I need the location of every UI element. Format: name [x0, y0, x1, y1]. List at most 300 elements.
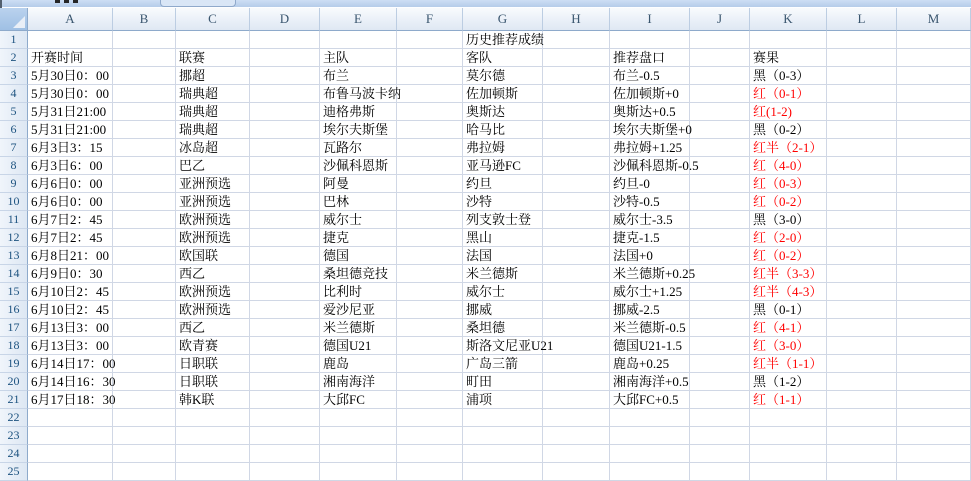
cell-J19[interactable]: [690, 355, 750, 373]
cell-G13[interactable]: 法国: [463, 247, 543, 265]
cell-L15[interactable]: [827, 283, 897, 301]
cell-F23[interactable]: [397, 427, 463, 445]
cell-K25[interactable]: [750, 463, 827, 481]
cell-F25[interactable]: [397, 463, 463, 481]
row-header-12[interactable]: 12: [0, 229, 28, 247]
row-header-8[interactable]: 8: [0, 157, 28, 175]
column-header-J[interactable]: J: [690, 8, 750, 31]
cell-K13[interactable]: 红（0-2）: [750, 247, 827, 265]
cell-D9[interactable]: [250, 175, 320, 193]
cell-D20[interactable]: [250, 373, 320, 391]
cell-D16[interactable]: [250, 301, 320, 319]
cell-C5[interactable]: 瑞典超: [176, 103, 250, 121]
cell-H23[interactable]: [543, 427, 610, 445]
cell-L10[interactable]: [827, 193, 897, 211]
cell-F8[interactable]: [397, 157, 463, 175]
cell-L23[interactable]: [827, 427, 897, 445]
cell-C21[interactable]: 韩K联: [176, 391, 250, 409]
cell-M3[interactable]: [897, 67, 971, 85]
cell-L11[interactable]: [827, 211, 897, 229]
cell-E14[interactable]: 桑坦德竞技: [320, 265, 397, 283]
cell-A25[interactable]: [28, 463, 113, 481]
cell-M17[interactable]: [897, 319, 971, 337]
cell-I3[interactable]: 布兰-0.5: [610, 67, 690, 85]
cell-G16[interactable]: 挪威: [463, 301, 543, 319]
cell-H15[interactable]: [543, 283, 610, 301]
cell-L4[interactable]: [827, 85, 897, 103]
row-header-23[interactable]: 23: [0, 427, 28, 445]
cell-G7[interactable]: 弗拉姆: [463, 139, 543, 157]
cell-H4[interactable]: [543, 85, 610, 103]
cell-F15[interactable]: [397, 283, 463, 301]
cell-F16[interactable]: [397, 301, 463, 319]
cell-I7[interactable]: 弗拉姆+1.25: [610, 139, 690, 157]
column-header-M[interactable]: M: [897, 8, 971, 31]
cell-I5[interactable]: 奥斯达+0.5: [610, 103, 690, 121]
cell-I18[interactable]: 德国U21-1.5: [610, 337, 690, 355]
cell-E17[interactable]: 米兰德斯: [320, 319, 397, 337]
cell-C24[interactable]: [176, 445, 250, 463]
cell-G18[interactable]: 斯洛文尼亚U21: [463, 337, 543, 355]
cell-K9[interactable]: 红（0-3）: [750, 175, 827, 193]
cell-D6[interactable]: [250, 121, 320, 139]
column-header-E[interactable]: E: [320, 8, 397, 31]
cell-K5[interactable]: 红(1-2): [750, 103, 827, 121]
cell-B17[interactable]: [113, 319, 176, 337]
cell-G23[interactable]: [463, 427, 543, 445]
cell-H10[interactable]: [543, 193, 610, 211]
cell-H9[interactable]: [543, 175, 610, 193]
cell-L20[interactable]: [827, 373, 897, 391]
cell-D1[interactable]: [250, 31, 320, 49]
cell-E4[interactable]: 布鲁马波卡纳: [320, 85, 397, 103]
cell-G21[interactable]: 浦项: [463, 391, 543, 409]
cell-A24[interactable]: [28, 445, 113, 463]
cell-E25[interactable]: [320, 463, 397, 481]
cell-C25[interactable]: [176, 463, 250, 481]
cell-G17[interactable]: 桑坦德: [463, 319, 543, 337]
cell-E10[interactable]: 巴林: [320, 193, 397, 211]
cell-A1[interactable]: [28, 31, 113, 49]
cell-F2[interactable]: [397, 49, 463, 67]
cell-M8[interactable]: [897, 157, 971, 175]
cell-B2[interactable]: [113, 49, 176, 67]
cell-M12[interactable]: [897, 229, 971, 247]
cell-F13[interactable]: [397, 247, 463, 265]
cell-C9[interactable]: 亚洲预选: [176, 175, 250, 193]
cell-I19[interactable]: 鹿岛+0.25: [610, 355, 690, 373]
cell-F12[interactable]: [397, 229, 463, 247]
cell-D13[interactable]: [250, 247, 320, 265]
cell-E19[interactable]: 鹿岛: [320, 355, 397, 373]
column-header-K[interactable]: K: [750, 8, 827, 31]
cell-H2[interactable]: [543, 49, 610, 67]
cell-E23[interactable]: [320, 427, 397, 445]
cell-D12[interactable]: [250, 229, 320, 247]
cell-K23[interactable]: [750, 427, 827, 445]
cell-D17[interactable]: [250, 319, 320, 337]
column-header-D[interactable]: D: [250, 8, 320, 31]
row-header-5[interactable]: 5: [0, 103, 28, 121]
cell-K6[interactable]: 黑（0-2）: [750, 121, 827, 139]
cell-C3[interactable]: 挪超: [176, 67, 250, 85]
cell-K14[interactable]: 红半（3-3）: [750, 265, 827, 283]
cell-J12[interactable]: [690, 229, 750, 247]
cell-E5[interactable]: 迪格弗斯: [320, 103, 397, 121]
cell-B5[interactable]: [113, 103, 176, 121]
cell-K21[interactable]: 红（1-1）: [750, 391, 827, 409]
cell-F6[interactable]: [397, 121, 463, 139]
cell-A18[interactable]: 6月13日3：00: [28, 337, 113, 355]
cell-G6[interactable]: 哈马比: [463, 121, 543, 139]
cell-H5[interactable]: [543, 103, 610, 121]
cell-F17[interactable]: [397, 319, 463, 337]
cell-G10[interactable]: 沙特: [463, 193, 543, 211]
cell-C8[interactable]: 巴乙: [176, 157, 250, 175]
cell-A11[interactable]: 6月7日2：45: [28, 211, 113, 229]
row-header-14[interactable]: 14: [0, 265, 28, 283]
cell-D10[interactable]: [250, 193, 320, 211]
cell-I15[interactable]: 威尔士+1.25: [610, 283, 690, 301]
cell-H14[interactable]: [543, 265, 610, 283]
cell-J22[interactable]: [690, 409, 750, 427]
row-header-16[interactable]: 16: [0, 301, 28, 319]
cell-J15[interactable]: [690, 283, 750, 301]
cell-D25[interactable]: [250, 463, 320, 481]
cell-C17[interactable]: 西乙: [176, 319, 250, 337]
cell-A15[interactable]: 6月10日2：45: [28, 283, 113, 301]
cell-C2[interactable]: 联赛: [176, 49, 250, 67]
cell-L1[interactable]: [827, 31, 897, 49]
row-header-2[interactable]: 2: [0, 49, 28, 67]
cell-E1[interactable]: [320, 31, 397, 49]
cell-K7[interactable]: 红半（2-1）: [750, 139, 827, 157]
cell-F1[interactable]: [397, 31, 463, 49]
cell-J18[interactable]: [690, 337, 750, 355]
cell-L12[interactable]: [827, 229, 897, 247]
cell-K3[interactable]: 黑（0-3）: [750, 67, 827, 85]
cell-G14[interactable]: 米兰德斯: [463, 265, 543, 283]
cell-J8[interactable]: [690, 157, 750, 175]
cell-C23[interactable]: [176, 427, 250, 445]
cell-H12[interactable]: [543, 229, 610, 247]
cell-F3[interactable]: [397, 67, 463, 85]
cell-C15[interactable]: 欧洲预选: [176, 283, 250, 301]
cell-F5[interactable]: [397, 103, 463, 121]
cell-C12[interactable]: 欧洲预选: [176, 229, 250, 247]
cell-A19[interactable]: 6月14日17：00: [28, 355, 113, 373]
cell-A20[interactable]: 6月14日16：30: [28, 373, 113, 391]
row-header-22[interactable]: 22: [0, 409, 28, 427]
cell-D18[interactable]: [250, 337, 320, 355]
cell-J10[interactable]: [690, 193, 750, 211]
cell-B10[interactable]: [113, 193, 176, 211]
cell-C10[interactable]: 亚洲预选: [176, 193, 250, 211]
row-header-18[interactable]: 18: [0, 337, 28, 355]
cell-C22[interactable]: [176, 409, 250, 427]
cell-M18[interactable]: [897, 337, 971, 355]
cell-M6[interactable]: [897, 121, 971, 139]
cell-M14[interactable]: [897, 265, 971, 283]
cell-H22[interactable]: [543, 409, 610, 427]
cell-C1[interactable]: [176, 31, 250, 49]
row-header-9[interactable]: 9: [0, 175, 28, 193]
cell-K10[interactable]: 红（0-2）: [750, 193, 827, 211]
cell-I10[interactable]: 沙特-0.5: [610, 193, 690, 211]
cell-M2[interactable]: [897, 49, 971, 67]
row-header-25[interactable]: 25: [0, 463, 28, 481]
cell-J20[interactable]: [690, 373, 750, 391]
cell-A14[interactable]: 6月9日0：30: [28, 265, 113, 283]
cell-I13[interactable]: 法国+0: [610, 247, 690, 265]
cell-L8[interactable]: [827, 157, 897, 175]
cell-A16[interactable]: 6月10日2：45: [28, 301, 113, 319]
cell-I9[interactable]: 约旦-0: [610, 175, 690, 193]
row-header-17[interactable]: 17: [0, 319, 28, 337]
cell-K12[interactable]: 红（2-0）: [750, 229, 827, 247]
cell-M20[interactable]: [897, 373, 971, 391]
cell-B7[interactable]: [113, 139, 176, 157]
cell-G4[interactable]: 佐加顿斯: [463, 85, 543, 103]
cell-L21[interactable]: [827, 391, 897, 409]
cell-I6[interactable]: 埃尔夫斯堡+0: [610, 121, 690, 139]
cell-H25[interactable]: [543, 463, 610, 481]
cell-H21[interactable]: [543, 391, 610, 409]
cell-I1[interactable]: [610, 31, 690, 49]
cell-M16[interactable]: [897, 301, 971, 319]
cell-F20[interactable]: [397, 373, 463, 391]
row-header-11[interactable]: 11: [0, 211, 28, 229]
cell-M25[interactable]: [897, 463, 971, 481]
cell-A13[interactable]: 6月8日21：00: [28, 247, 113, 265]
cell-B22[interactable]: [113, 409, 176, 427]
cell-B11[interactable]: [113, 211, 176, 229]
cell-A2[interactable]: 开赛时间: [28, 49, 113, 67]
cell-C11[interactable]: 欧洲预选: [176, 211, 250, 229]
cell-D3[interactable]: [250, 67, 320, 85]
cell-B16[interactable]: [113, 301, 176, 319]
cell-M24[interactable]: [897, 445, 971, 463]
cell-D15[interactable]: [250, 283, 320, 301]
cell-J21[interactable]: [690, 391, 750, 409]
cell-B18[interactable]: [113, 337, 176, 355]
cell-M19[interactable]: [897, 355, 971, 373]
column-header-A[interactable]: A: [28, 8, 113, 31]
cell-A4[interactable]: 5月30日0：00: [28, 85, 113, 103]
cell-A21[interactable]: 6月17日18：30: [28, 391, 113, 409]
row-header-1[interactable]: 1: [0, 31, 28, 49]
cell-E3[interactable]: 布兰: [320, 67, 397, 85]
cell-K16[interactable]: 黑（0-1）: [750, 301, 827, 319]
cell-D2[interactable]: [250, 49, 320, 67]
cell-K11[interactable]: 黑（3-0）: [750, 211, 827, 229]
cell-F4[interactable]: [397, 85, 463, 103]
cell-I20[interactable]: 湘南海洋+0.5: [610, 373, 690, 391]
cell-C16[interactable]: 欧洲预选: [176, 301, 250, 319]
cell-B21[interactable]: [113, 391, 176, 409]
cell-C20[interactable]: 日职联: [176, 373, 250, 391]
cell-L13[interactable]: [827, 247, 897, 265]
cell-H17[interactable]: [543, 319, 610, 337]
cell-I2[interactable]: 推荐盘口: [610, 49, 690, 67]
cell-I17[interactable]: 米兰德斯-0.5: [610, 319, 690, 337]
select-all-corner[interactable]: [0, 8, 28, 31]
cell-H7[interactable]: [543, 139, 610, 157]
cell-I23[interactable]: [610, 427, 690, 445]
cell-I8[interactable]: 沙佩科恩斯-0.5: [610, 157, 690, 175]
row-header-6[interactable]: 6: [0, 121, 28, 139]
cell-J11[interactable]: [690, 211, 750, 229]
cell-F22[interactable]: [397, 409, 463, 427]
cell-E11[interactable]: 威尔士: [320, 211, 397, 229]
cell-L24[interactable]: [827, 445, 897, 463]
cell-G25[interactable]: [463, 463, 543, 481]
cell-K19[interactable]: 红半（1-1）: [750, 355, 827, 373]
cell-L18[interactable]: [827, 337, 897, 355]
cell-D8[interactable]: [250, 157, 320, 175]
cell-G2[interactable]: 客队: [463, 49, 543, 67]
cell-D24[interactable]: [250, 445, 320, 463]
cell-K18[interactable]: 红（3-0）: [750, 337, 827, 355]
cell-F24[interactable]: [397, 445, 463, 463]
cell-B13[interactable]: [113, 247, 176, 265]
column-header-C[interactable]: C: [176, 8, 250, 31]
column-header-F[interactable]: F: [397, 8, 463, 31]
cell-A3[interactable]: 5月30日0：00: [28, 67, 113, 85]
cell-A9[interactable]: 6月6日0：00: [28, 175, 113, 193]
cell-F21[interactable]: [397, 391, 463, 409]
cell-G3[interactable]: 莫尔德: [463, 67, 543, 85]
cell-A8[interactable]: 6月3日6：00: [28, 157, 113, 175]
cell-D22[interactable]: [250, 409, 320, 427]
cell-A12[interactable]: 6月7日2：45: [28, 229, 113, 247]
cell-G20[interactable]: 町田: [463, 373, 543, 391]
cell-H11[interactable]: [543, 211, 610, 229]
row-header-19[interactable]: 19: [0, 355, 28, 373]
cell-E7[interactable]: 瓦路尔: [320, 139, 397, 157]
cell-K17[interactable]: 红（4-1）: [750, 319, 827, 337]
cell-G24[interactable]: [463, 445, 543, 463]
column-header-L[interactable]: L: [827, 8, 897, 31]
cell-F9[interactable]: [397, 175, 463, 193]
cell-M11[interactable]: [897, 211, 971, 229]
cell-E22[interactable]: [320, 409, 397, 427]
cell-J5[interactable]: [690, 103, 750, 121]
cell-H16[interactable]: [543, 301, 610, 319]
cell-D5[interactable]: [250, 103, 320, 121]
cell-M7[interactable]: [897, 139, 971, 157]
cell-B4[interactable]: [113, 85, 176, 103]
cell-L17[interactable]: [827, 319, 897, 337]
cell-J1[interactable]: [690, 31, 750, 49]
cell-L14[interactable]: [827, 265, 897, 283]
row-header-3[interactable]: 3: [0, 67, 28, 85]
cell-H20[interactable]: [543, 373, 610, 391]
cell-D11[interactable]: [250, 211, 320, 229]
cell-B15[interactable]: [113, 283, 176, 301]
cell-H6[interactable]: [543, 121, 610, 139]
cell-K8[interactable]: 红（4-0）: [750, 157, 827, 175]
cell-F18[interactable]: [397, 337, 463, 355]
cell-C13[interactable]: 欧国联: [176, 247, 250, 265]
cell-M23[interactable]: [897, 427, 971, 445]
cell-E13[interactable]: 德国: [320, 247, 397, 265]
cell-J23[interactable]: [690, 427, 750, 445]
cell-M21[interactable]: [897, 391, 971, 409]
cell-B3[interactable]: [113, 67, 176, 85]
cell-F11[interactable]: [397, 211, 463, 229]
cell-E16[interactable]: 爱沙尼亚: [320, 301, 397, 319]
cell-J14[interactable]: [690, 265, 750, 283]
cell-H8[interactable]: [543, 157, 610, 175]
cell-I16[interactable]: 挪威-2.5: [610, 301, 690, 319]
cell-I14[interactable]: 米兰德斯+0.25: [610, 265, 690, 283]
cell-I21[interactable]: 大邱FC+0.5: [610, 391, 690, 409]
cell-M9[interactable]: [897, 175, 971, 193]
cell-C18[interactable]: 欧青赛: [176, 337, 250, 355]
cell-A5[interactable]: 5月31日21:00: [28, 103, 113, 121]
cell-L9[interactable]: [827, 175, 897, 193]
cell-J25[interactable]: [690, 463, 750, 481]
cell-A23[interactable]: [28, 427, 113, 445]
cell-L6[interactable]: [827, 121, 897, 139]
cell-J2[interactable]: [690, 49, 750, 67]
cell-L2[interactable]: [827, 49, 897, 67]
cell-B24[interactable]: [113, 445, 176, 463]
row-header-15[interactable]: 15: [0, 283, 28, 301]
cell-B14[interactable]: [113, 265, 176, 283]
cell-F10[interactable]: [397, 193, 463, 211]
cell-K20[interactable]: 黑（1-2）: [750, 373, 827, 391]
cell-J4[interactable]: [690, 85, 750, 103]
cell-K4[interactable]: 红（0-1）: [750, 85, 827, 103]
cell-A17[interactable]: 6月13日3：00: [28, 319, 113, 337]
cell-I24[interactable]: [610, 445, 690, 463]
cell-E12[interactable]: 捷克: [320, 229, 397, 247]
cell-L7[interactable]: [827, 139, 897, 157]
cell-H3[interactable]: [543, 67, 610, 85]
cell-M13[interactable]: [897, 247, 971, 265]
cell-J17[interactable]: [690, 319, 750, 337]
cell-A6[interactable]: 5月31日21:00: [28, 121, 113, 139]
cell-I25[interactable]: [610, 463, 690, 481]
cell-F7[interactable]: [397, 139, 463, 157]
row-header-10[interactable]: 10: [0, 193, 28, 211]
cell-C14[interactable]: 西乙: [176, 265, 250, 283]
cell-B8[interactable]: [113, 157, 176, 175]
cell-I4[interactable]: 佐加顿斯+0: [610, 85, 690, 103]
cell-C19[interactable]: 日职联: [176, 355, 250, 373]
cell-B20[interactable]: [113, 373, 176, 391]
cell-G15[interactable]: 威尔士: [463, 283, 543, 301]
cell-M15[interactable]: [897, 283, 971, 301]
cell-I12[interactable]: 捷克-1.5: [610, 229, 690, 247]
cell-D14[interactable]: [250, 265, 320, 283]
cell-K22[interactable]: [750, 409, 827, 427]
cell-G1[interactable]: 历史推荐成绩: [463, 31, 543, 49]
cell-G5[interactable]: 奥斯达: [463, 103, 543, 121]
row-header-4[interactable]: 4: [0, 85, 28, 103]
cell-L22[interactable]: [827, 409, 897, 427]
cell-E18[interactable]: 德国U21: [320, 337, 397, 355]
cell-E6[interactable]: 埃尔夫斯堡: [320, 121, 397, 139]
cell-E20[interactable]: 湘南海洋: [320, 373, 397, 391]
cell-D4[interactable]: [250, 85, 320, 103]
cell-D7[interactable]: [250, 139, 320, 157]
cell-J6[interactable]: [690, 121, 750, 139]
cell-G8[interactable]: 亚马逊FC: [463, 157, 543, 175]
cell-E21[interactable]: 大邱FC: [320, 391, 397, 409]
